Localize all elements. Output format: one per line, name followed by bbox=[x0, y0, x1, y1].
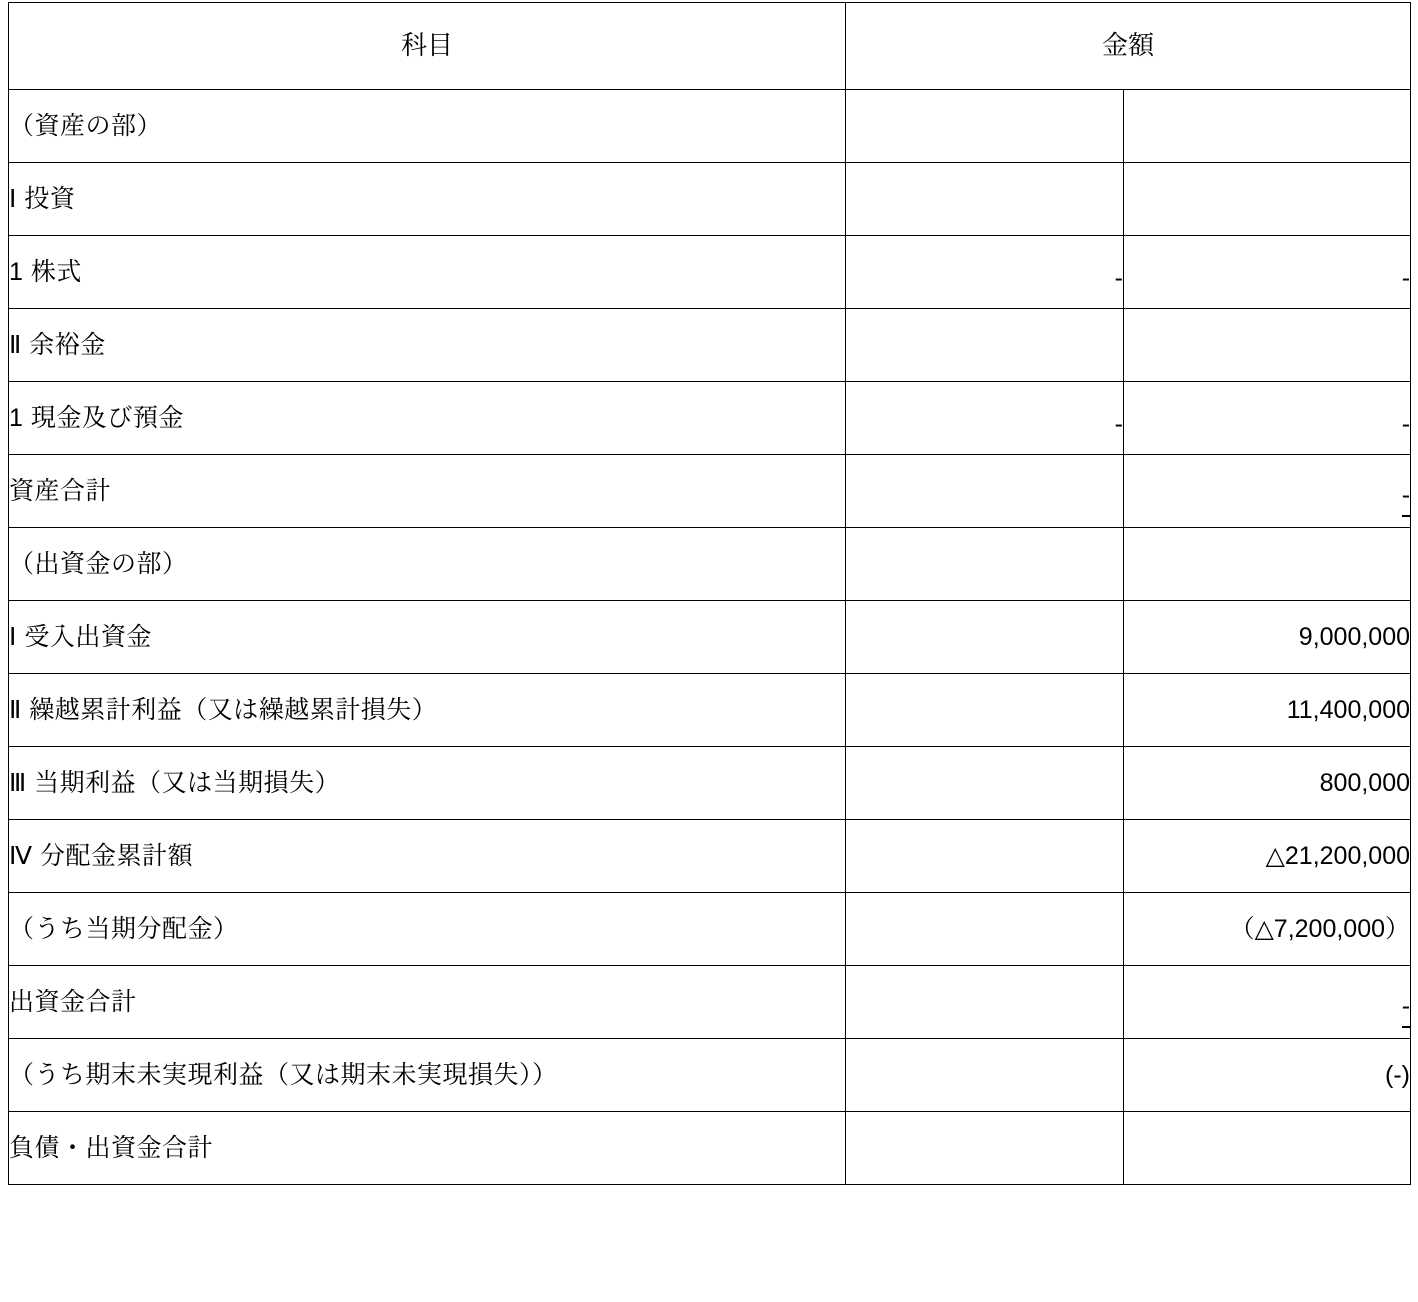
table-body bbox=[9, 90, 1411, 1185]
row-item-label: 資産合計 bbox=[9, 455, 846, 528]
row-item-label: Ⅰ 投資 bbox=[9, 163, 846, 236]
row-item-label: （出資金の部） bbox=[9, 528, 846, 601]
row-subtotal-value bbox=[846, 601, 1124, 674]
table-row bbox=[9, 1112, 1411, 1185]
row-subtotal-value bbox=[846, 528, 1124, 601]
table-row bbox=[9, 163, 1411, 236]
row-amount-value bbox=[1124, 455, 1411, 528]
row-amount-value bbox=[1124, 163, 1411, 236]
row-item-label: 出資金合計 bbox=[9, 966, 846, 1039]
row-subtotal-value bbox=[846, 1112, 1124, 1185]
dash-mark: - bbox=[1114, 410, 1123, 438]
row-subtotal-value bbox=[846, 820, 1124, 893]
balance-sheet-table bbox=[8, 2, 1411, 1185]
table-row bbox=[9, 747, 1411, 820]
row-item-label: 1 株式 bbox=[9, 236, 846, 309]
table-row bbox=[9, 309, 1411, 382]
row-amount-value bbox=[1124, 90, 1411, 163]
row-item-label: Ⅳ 分配金累計額 bbox=[9, 820, 846, 893]
table-row bbox=[9, 382, 1411, 455]
row-item-label: Ⅰ 受入出資金 bbox=[9, 601, 846, 674]
row-amount-value: （△7,200,000） bbox=[1124, 893, 1411, 966]
table-header bbox=[9, 3, 1411, 90]
row-amount-value bbox=[1124, 236, 1411, 309]
table-row bbox=[9, 528, 1411, 601]
row-item-label: （うち期末未実現利益（又は期末未実現損失）） bbox=[9, 1039, 846, 1112]
table-row bbox=[9, 1039, 1411, 1112]
row-item-label: Ⅱ 余裕金 bbox=[9, 309, 846, 382]
row-item-label: （うち当期分配金） bbox=[9, 893, 846, 966]
row-amount-value bbox=[1124, 1112, 1411, 1185]
dash-mark: - bbox=[1401, 264, 1411, 292]
row-item-label: Ⅲ 当期利益（又は当期損失） bbox=[9, 747, 846, 820]
row-amount-value bbox=[1124, 966, 1411, 1039]
table-row bbox=[9, 90, 1411, 163]
row-subtotal-value bbox=[846, 747, 1124, 820]
row-subtotal-value bbox=[846, 309, 1124, 382]
table-row bbox=[9, 674, 1411, 747]
row-subtotal-value bbox=[846, 236, 1124, 309]
row-subtotal-value bbox=[846, 1039, 1124, 1112]
row-subtotal-value bbox=[846, 455, 1124, 528]
row-amount-value bbox=[1124, 309, 1411, 382]
row-amount-value: 11,400,000 bbox=[1124, 674, 1411, 747]
row-amount-value bbox=[1124, 382, 1411, 455]
row-subtotal-value bbox=[846, 966, 1124, 1039]
column-header-item: 科目 bbox=[9, 3, 846, 90]
row-item-label: Ⅱ 繰越累計利益（又は繰越累計損失） bbox=[9, 674, 846, 747]
row-subtotal-value bbox=[846, 674, 1124, 747]
row-subtotal-value bbox=[846, 893, 1124, 966]
row-item-label: 負債・出資金合計 bbox=[9, 1112, 846, 1185]
column-header-amount: 金額 bbox=[846, 3, 1411, 90]
table-row bbox=[9, 966, 1411, 1039]
row-item-label: 1 現金及び預金 bbox=[9, 382, 846, 455]
table-row bbox=[9, 893, 1411, 966]
table-header-row bbox=[9, 3, 1411, 90]
row-item-label: （資産の部） bbox=[9, 90, 846, 163]
double-rule-total-mark: - bbox=[1401, 992, 1411, 1020]
row-amount-value: △21,200,000 bbox=[1124, 820, 1411, 893]
table-row bbox=[9, 236, 1411, 309]
row-amount-value bbox=[1124, 528, 1411, 601]
row-subtotal-value bbox=[846, 382, 1124, 455]
row-amount-value: 9,000,000 bbox=[1124, 601, 1411, 674]
double-rule-total-mark: - bbox=[1401, 481, 1411, 509]
dash-mark: - bbox=[1401, 410, 1411, 438]
row-amount-value: 800,000 bbox=[1124, 747, 1411, 820]
table-row bbox=[9, 455, 1411, 528]
table-row bbox=[9, 820, 1411, 893]
row-amount-value: (-) bbox=[1124, 1039, 1411, 1112]
row-subtotal-value bbox=[846, 90, 1124, 163]
dash-mark: - bbox=[1114, 264, 1123, 292]
row-subtotal-value bbox=[846, 163, 1124, 236]
table-row bbox=[9, 601, 1411, 674]
